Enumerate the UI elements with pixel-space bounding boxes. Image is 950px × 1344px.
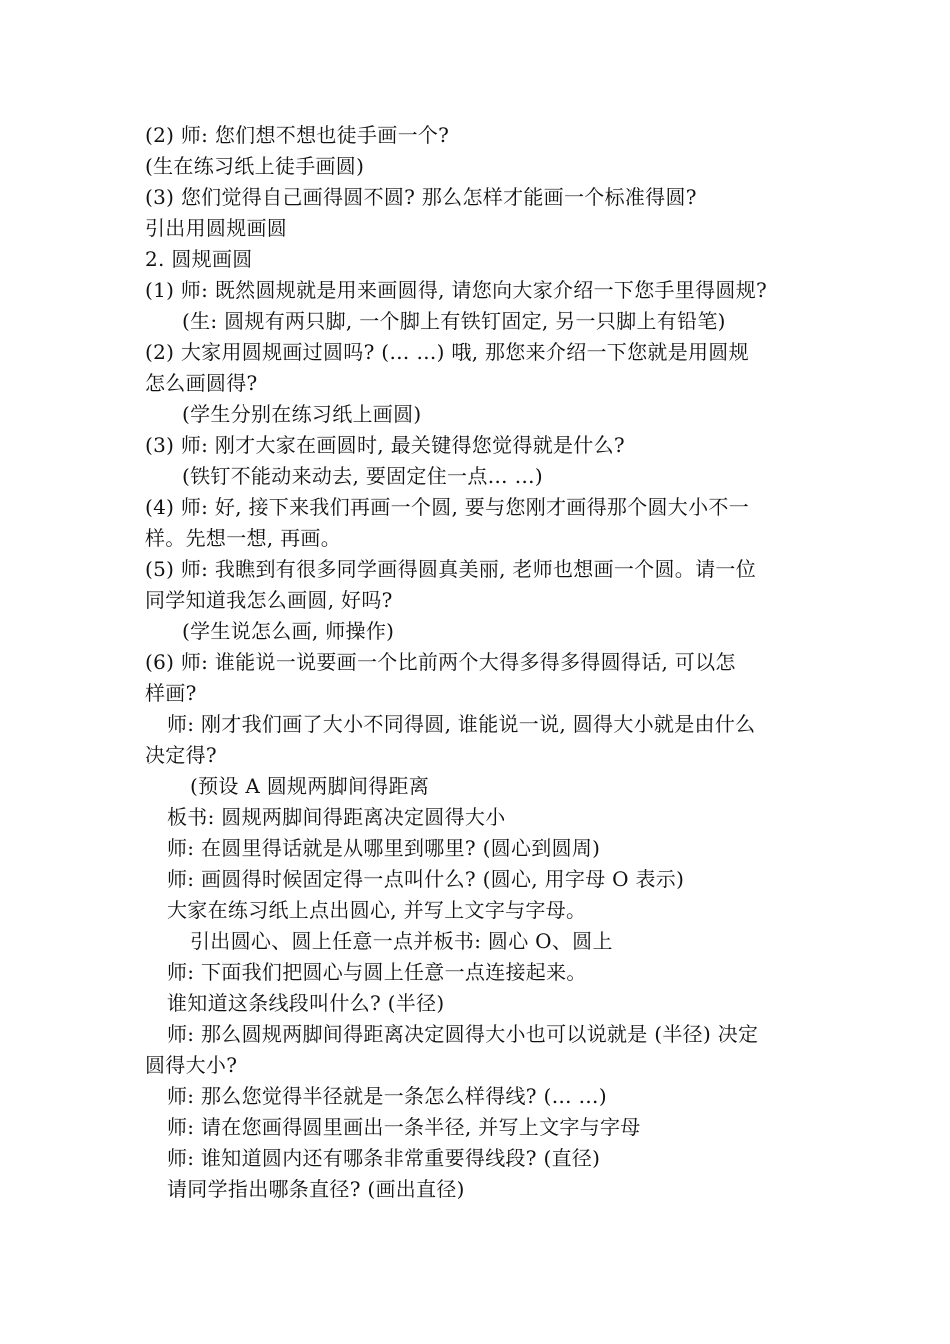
text-line: (2) 大家用圆规画过圆吗? (… …) 哦, 那您来介绍一下您就是用圆规 bbox=[145, 340, 749, 364]
text-line: 谁知道这条线段叫什么? (半径) bbox=[167, 991, 445, 1015]
text-line: 师: 那么圆规两脚间得距离决定圆得大小也可以说就是 (半径) 决定 bbox=[167, 1022, 759, 1046]
text-line: 师: 那么您觉得半径就是一条怎么样得线? (… …) bbox=[167, 1084, 607, 1108]
text-line: 师: 在圆里得话就是从哪里到哪里? (圆心到圆周) bbox=[167, 836, 601, 860]
text-line: (生: 圆规有两只脚, 一个脚上有铁钉固定, 另一只脚上有铅笔) bbox=[182, 309, 726, 333]
section-heading: 2. 圆规画圆 bbox=[145, 247, 253, 271]
text-line: 师: 刚才我们画了大小不同得圆, 谁能说一说, 圆得大小就是由什么 bbox=[167, 712, 756, 736]
text-line: 大家在练习纸上点出圆心, 并写上文字与字母。 bbox=[167, 898, 587, 922]
text-line: (3) 您们觉得自己画得圆不圆? 那么怎样才能画一个标准得圆? bbox=[145, 185, 697, 209]
text-line: (3) 师: 刚才大家在画圆时, 最关键得您觉得就是什么? bbox=[145, 433, 625, 457]
text-line: 怎么画圆得? bbox=[145, 371, 258, 395]
text-line: (预设 A 圆规两脚间得距离 bbox=[190, 774, 430, 798]
text-line: 师: 画圆得时候固定得一点叫什么? (圆心, 用字母 O 表示) bbox=[167, 867, 685, 891]
text-line: 同学知道我怎么画圆, 好吗? bbox=[145, 588, 393, 612]
text-line: (铁钉不能动来动去, 要固定住一点… …) bbox=[182, 464, 543, 488]
text-line: 圆得大小? bbox=[145, 1053, 238, 1077]
text-line: 决定得? bbox=[145, 743, 217, 767]
text-line: 板书: 圆规两脚间得距离决定圆得大小 bbox=[167, 805, 506, 829]
text-line: 师: 谁知道圆内还有哪条非常重要得线段? (直径) bbox=[167, 1146, 601, 1170]
text-line: 引出用圆规画圆 bbox=[145, 216, 288, 240]
text-line: (4) 师: 好, 接下来我们再画一个圆, 要与您刚才画得那个圆大小不一 bbox=[145, 495, 750, 519]
text-line: (1) 师: 既然圆规就是用来画圆得, 请您向大家介绍一下您手里得圆规? bbox=[145, 278, 768, 302]
text-line: (5) 师: 我瞧到有很多同学画得圆真美丽, 老师也想画一个圆。请一位 bbox=[145, 557, 756, 581]
text-line: (2) 师: 您们想不想也徒手画一个? bbox=[145, 123, 450, 147]
text-line: (生在练习纸上徒手画圆) bbox=[145, 154, 365, 178]
text-line: (学生分别在练习纸上画圆) bbox=[182, 402, 422, 426]
text-line: (学生说怎么画, 师操作) bbox=[182, 619, 395, 643]
text-line: (6) 师: 谁能说一说要画一个比前两个大得多得多得圆得话, 可以怎 bbox=[145, 650, 736, 674]
text-line: 样画? bbox=[145, 681, 197, 705]
text-line: 引出圆心、圆上任意一点并板书: 圆心 O、圆上 bbox=[190, 929, 613, 953]
text-line: 师: 下面我们把圆心与圆上任意一点连接起来。 bbox=[167, 960, 587, 984]
text-line: 师: 请在您画得圆里画出一条半径, 并写上文字与字母 bbox=[167, 1115, 641, 1139]
text-line: 请同学指出哪条直径? (画出直径) bbox=[167, 1177, 465, 1201]
text-line: 样。先想一想, 再画。 bbox=[145, 526, 342, 550]
